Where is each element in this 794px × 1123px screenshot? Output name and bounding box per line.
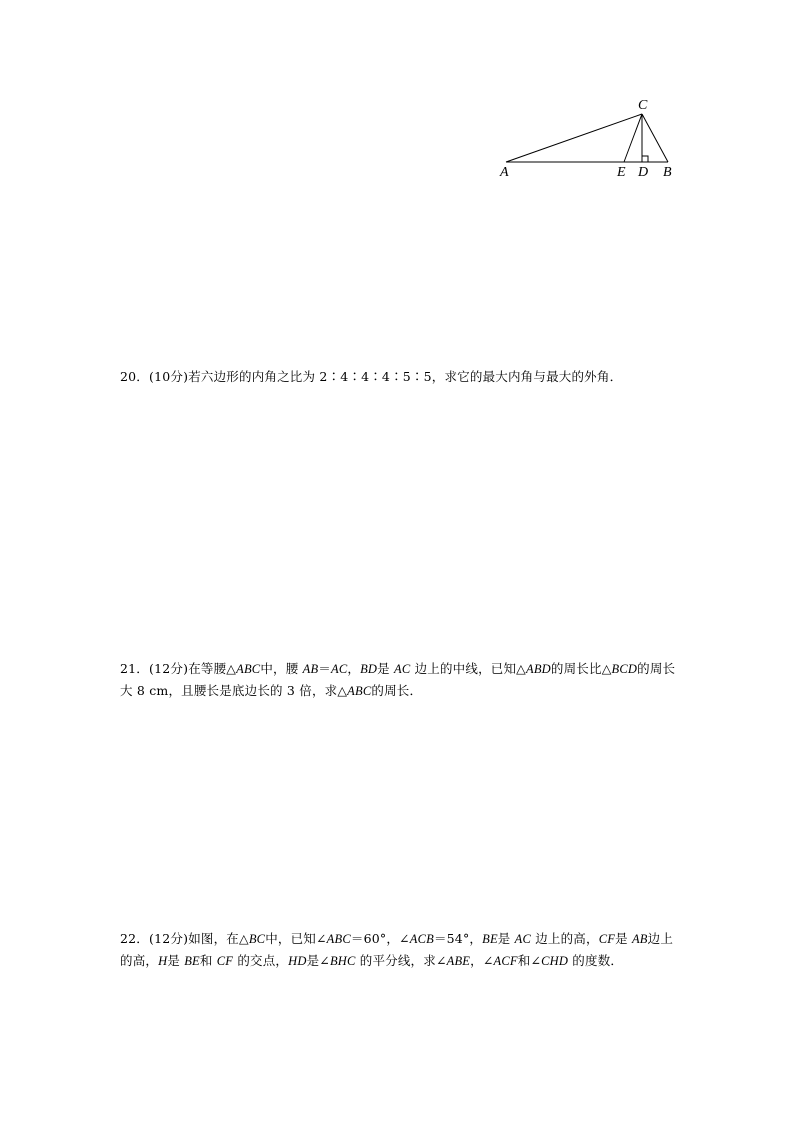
math-symbol: CHD xyxy=(541,954,569,968)
triangle-diagram xyxy=(490,92,690,184)
label-a: A xyxy=(500,165,509,180)
math-symbol: ABE xyxy=(446,954,471,968)
text-segment: 的周长． xyxy=(371,683,423,698)
text-segment: 中，已知∠ xyxy=(265,931,327,946)
text-segment: 的度数． xyxy=(568,953,624,968)
problem-22-text xyxy=(120,928,680,972)
problem-22 xyxy=(120,928,680,972)
text-segment: 在等腰△ xyxy=(188,661,237,676)
problem-20-text xyxy=(120,366,680,388)
text-segment: 是 xyxy=(615,931,632,946)
math-symbol: BCD xyxy=(611,662,638,676)
math-symbol: AC xyxy=(330,662,348,676)
math-symbol: BHC xyxy=(329,954,356,968)
text-segment: 边上的高， xyxy=(120,931,674,968)
text-segment: ，∠ xyxy=(470,953,494,968)
math-symbol: ABC xyxy=(347,684,372,698)
text-segment: 是 xyxy=(497,931,515,946)
text-segment: 的周长大 8 cm，且腰长是底边长的 3 倍，求△ xyxy=(120,661,676,698)
label-c: C xyxy=(638,98,648,113)
problem-score: (10分) xyxy=(149,369,189,384)
math-symbol: ABD xyxy=(525,662,551,676)
label-e: E xyxy=(617,165,626,180)
math-symbol: AB xyxy=(631,932,648,946)
problem-score: (12分) xyxy=(149,931,189,946)
math-symbol: ABC xyxy=(236,662,261,676)
math-symbol: BE xyxy=(184,954,200,968)
problem-number: 20． xyxy=(120,369,150,384)
label-b: B xyxy=(663,165,672,180)
math-symbol: BE xyxy=(482,932,498,946)
text-segment: 的周长比△ xyxy=(550,661,612,676)
problem-21 xyxy=(120,658,680,702)
text-segment: 是 xyxy=(167,953,185,968)
problem-number: 22． xyxy=(120,931,150,946)
text-segment: ＝54°， xyxy=(433,931,483,946)
text-segment: ＝ xyxy=(318,661,331,676)
text-segment: 中，腰 xyxy=(260,661,303,676)
right-angle-mark xyxy=(642,156,648,162)
triangle-figure xyxy=(490,92,690,184)
text-segment: 的平分线，求∠ xyxy=(355,953,447,968)
text-segment: 如图，在△ xyxy=(188,931,249,946)
problem-21-text xyxy=(120,658,680,702)
math-symbol: ACF xyxy=(493,954,518,968)
problem-score: (12分) xyxy=(149,661,189,676)
math-symbol: CF xyxy=(598,932,616,946)
text-segment: 是∠ xyxy=(306,953,330,968)
text-segment: 和 xyxy=(199,953,217,968)
math-symbol: AC xyxy=(394,662,411,676)
text-segment: 边上的中线，已知△ xyxy=(410,661,526,676)
math-symbol: ABC xyxy=(326,932,351,946)
math-symbol: BD xyxy=(360,662,378,676)
text-segment: 的交点， xyxy=(233,953,289,968)
label-d: D xyxy=(638,165,649,180)
math-symbol: BC xyxy=(248,932,266,946)
text-segment: ＝60°，∠ xyxy=(350,931,410,946)
text-segment: 边上的高， xyxy=(531,931,599,946)
math-symbol: AC xyxy=(514,932,532,946)
text-segment: 和∠ xyxy=(517,953,542,968)
problem-body: 若六边形的内角之比为 2∶4∶4∶4∶5∶5，求它的最大内角与最大的外角． xyxy=(188,369,623,384)
math-symbol: AB xyxy=(302,662,319,676)
problem-number: 21． xyxy=(120,661,150,676)
math-symbol: ACB xyxy=(409,932,434,946)
text-segment: 是 xyxy=(377,661,395,676)
segment-cb xyxy=(642,114,668,162)
segment-ce xyxy=(624,114,642,162)
problem-20 xyxy=(120,366,680,388)
math-symbol: CF xyxy=(216,954,234,968)
math-symbol: HD xyxy=(288,954,307,968)
math-symbol: H xyxy=(158,954,168,968)
text-segment: ， xyxy=(347,661,361,676)
segment-ac xyxy=(506,114,642,162)
